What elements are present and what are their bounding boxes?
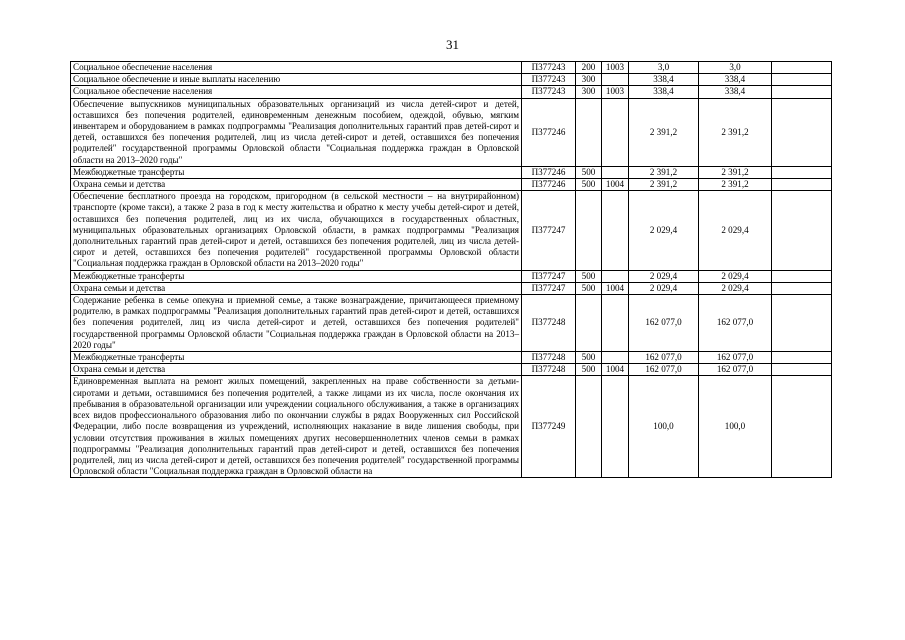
budget-table-body — [71, 62, 832, 478]
expense-name-cell: Охрана семьи и детства — [71, 282, 522, 294]
target-article-code-cell: П377243 — [522, 74, 576, 86]
page-number: 31 — [446, 37, 459, 52]
amount-cell: 338,4 — [629, 74, 699, 86]
table-row — [71, 166, 832, 178]
target-article-code-cell: П377247 — [522, 270, 576, 282]
expense-type-code-cell: 500 — [576, 270, 602, 282]
amount-alt-cell: 162 077,0 — [699, 352, 772, 364]
amount-alt-cell: 2 391,2 — [699, 166, 772, 178]
expense-type-code-cell: 500 — [576, 352, 602, 364]
target-article-code-cell: П377246 — [522, 166, 576, 178]
amount-cell: 2 029,4 — [629, 191, 699, 270]
target-article-code-cell: П377247 — [522, 191, 576, 270]
expense-type-code-cell — [576, 98, 602, 166]
section-code-cell — [602, 352, 629, 364]
amount-cell: 2 391,2 — [629, 179, 699, 191]
section-code-cell — [602, 295, 629, 352]
amount-alt-cell: 162 077,0 — [699, 295, 772, 352]
table-row — [71, 295, 832, 352]
expense-name-cell: Межбюджетные трансферты — [71, 352, 522, 364]
expense-name-cell: Социальное обеспечение и иные выплаты населению — [71, 74, 522, 86]
amount-alt-cell: 162 077,0 — [699, 364, 772, 376]
expense-type-code-cell — [576, 376, 602, 478]
extra-cell — [772, 62, 832, 74]
table-row — [71, 270, 832, 282]
extra-cell — [772, 295, 832, 352]
expense-type-code-cell: 200 — [576, 62, 602, 74]
expense-type-code-cell: 500 — [576, 282, 602, 294]
section-code-cell — [602, 166, 629, 178]
target-article-code-cell: П377246 — [522, 98, 576, 166]
expense-type-code-cell: 500 — [576, 166, 602, 178]
expense-type-code-cell: 500 — [576, 179, 602, 191]
amount-alt-cell: 2 391,2 — [699, 98, 772, 166]
table-row — [71, 364, 832, 376]
extra-cell — [772, 364, 832, 376]
amount-cell: 162 077,0 — [629, 364, 699, 376]
amount-alt-cell: 2 029,4 — [699, 282, 772, 294]
expense-type-code-cell: 300 — [576, 86, 602, 98]
table-row — [71, 98, 832, 166]
expense-name-cell: Межбюджетные трансферты — [71, 270, 522, 282]
extra-cell — [772, 74, 832, 86]
extra-cell — [772, 179, 832, 191]
extra-cell — [772, 270, 832, 282]
section-code-cell: 1004 — [602, 364, 629, 376]
table-row — [71, 376, 832, 478]
extra-cell — [772, 282, 832, 294]
amount-cell: 3,0 — [629, 62, 699, 74]
expense-name-cell: Социальное обеспечение населения — [71, 86, 522, 98]
table-row — [71, 74, 832, 86]
amount-alt-cell: 2 029,4 — [699, 270, 772, 282]
target-article-code-cell: П377248 — [522, 295, 576, 352]
section-code-cell — [602, 376, 629, 478]
table-row — [71, 352, 832, 364]
extra-cell — [772, 98, 832, 166]
extra-cell — [772, 86, 832, 98]
extra-cell — [772, 191, 832, 270]
amount-alt-cell: 2 391,2 — [699, 179, 772, 191]
amount-cell: 162 077,0 — [629, 295, 699, 352]
target-article-code-cell: П377248 — [522, 352, 576, 364]
section-code-cell — [602, 74, 629, 86]
amount-alt-cell: 338,4 — [699, 86, 772, 98]
section-code-cell: 1003 — [602, 86, 629, 98]
expense-type-code-cell — [576, 295, 602, 352]
amount-alt-cell: 100,0 — [699, 376, 772, 478]
section-code-cell — [602, 98, 629, 166]
extra-cell — [772, 166, 832, 178]
amount-cell: 162 077,0 — [629, 352, 699, 364]
amount-cell: 2 391,2 — [629, 98, 699, 166]
section-code-cell — [602, 270, 629, 282]
expense-name-cell: Межбюджетные трансферты — [71, 166, 522, 178]
amount-cell: 338,4 — [629, 86, 699, 98]
amount-cell: 2 029,4 — [629, 270, 699, 282]
target-article-code-cell: П377243 — [522, 86, 576, 98]
extra-cell — [772, 376, 832, 478]
section-code-cell: 1004 — [602, 282, 629, 294]
amount-alt-cell: 2 029,4 — [699, 191, 772, 270]
expense-name-cell: Социальное обеспечение населения — [71, 62, 522, 74]
budget-table — [70, 61, 832, 478]
table-row — [71, 191, 832, 270]
table-row — [71, 62, 832, 74]
expense-type-code-cell: 300 — [576, 74, 602, 86]
extra-cell — [772, 352, 832, 364]
amount-alt-cell: 3,0 — [699, 62, 772, 74]
target-article-code-cell: П377249 — [522, 376, 576, 478]
amount-cell: 100,0 — [629, 376, 699, 478]
expense-name-cell: Обеспечение выпускников муниципальных образовательных организаций из числа детей-сирот и детей, оставшихся без попечения родителей, единовременным денежным пособием, одеждой, обувью, мягким инвентарем и оборудованием в рамках подпрограммы "Реализация дополнительных гарантий прав детей-сирот и детей, оставшихся без попечения родителей, лиц из числа детей-сирот и детей, оставшихся без попечения родителей" государственной программы Орловской области "Социальная поддержка граждан в Орловской области на 2013–2020 годы" — [71, 98, 522, 166]
table-row — [71, 179, 832, 191]
expense-name-cell: Охрана семьи и детства — [71, 179, 522, 191]
expense-name-cell: Обеспечение бесплатного проезда на городском, пригородном (в сельской местности – на внутрирайонном) транспорте (кроме такси), а также 2 раза в год к месту жительства и обратно к месту учебы детей-сирот и детей, оставшихся без попечения родителей, лиц из их числа, обучающихся в государственных областных, муниципальных образовательных организациях Орловской области, в рамках подпрограммы "Реализация дополнительных гарантий прав детей-сирот и детей, оставшихся без попечения родителей, лиц из числа детей-сирот и детей, оставшихся без попечения родителей" государственной программы Орловской области "Социальная поддержка граждан в Орловской области на 2013–2020 годы" — [71, 191, 522, 270]
amount-cell: 2 391,2 — [629, 166, 699, 178]
target-article-code-cell: П377247 — [522, 282, 576, 294]
expense-type-code-cell: 500 — [576, 364, 602, 376]
table-row — [71, 282, 832, 294]
amount-alt-cell: 338,4 — [699, 74, 772, 86]
expense-type-code-cell — [576, 191, 602, 270]
section-code-cell: 1004 — [602, 179, 629, 191]
expense-name-cell: Содержание ребенка в семье опекуна и приемной семье, а также вознаграждение, причитающееся приемному родителю, в рамках подпрограммы "Реализация дополнительных гарантий прав детей-сирот и детей, оставшихся без попечения родителей, лиц из числа детей-сирот и детей, оставшихся без попечения родителей" государственной программы Орловской области "Социальная поддержка граждан в Орловской области на 2013–2020 годы" — [71, 295, 522, 352]
target-article-code-cell: П377248 — [522, 364, 576, 376]
target-article-code-cell: П377243 — [522, 62, 576, 74]
section-code-cell — [602, 191, 629, 270]
expense-name-cell: Единовременная выплата на ремонт жилых помещений, закрепленных на праве собственности за детьми-сиротами и детьми, оставшимися без попечения родителей, а также лицами из их числа, после окончания их пребывания в образовательной организации или учреждении социального обслуживания, а также в организациях всех видов профессионального образования либо по окончании службы в рядах Вооруженных сил Российской Федерации, либо после возвращения из учреждений, исполняющих наказание в виде лишения свободы, при условии отсутствия проживания в жилых помещениях других несовершеннолетних членов семьи в рамках подпрограммы "Реализация дополнительных гарантий прав детей-сирот и детей, оставшихся без попечения родителей, лиц из числа детей-сирот и детей, оставшихся без попечения родителей" государственной программы Орловской области "Социальная поддержка граждан в Орловской области на — [71, 376, 522, 478]
amount-cell: 2 029,4 — [629, 282, 699, 294]
table-row — [71, 86, 832, 98]
section-code-cell: 1003 — [602, 62, 629, 74]
target-article-code-cell: П377246 — [522, 179, 576, 191]
expense-name-cell: Охрана семьи и детства — [71, 364, 522, 376]
